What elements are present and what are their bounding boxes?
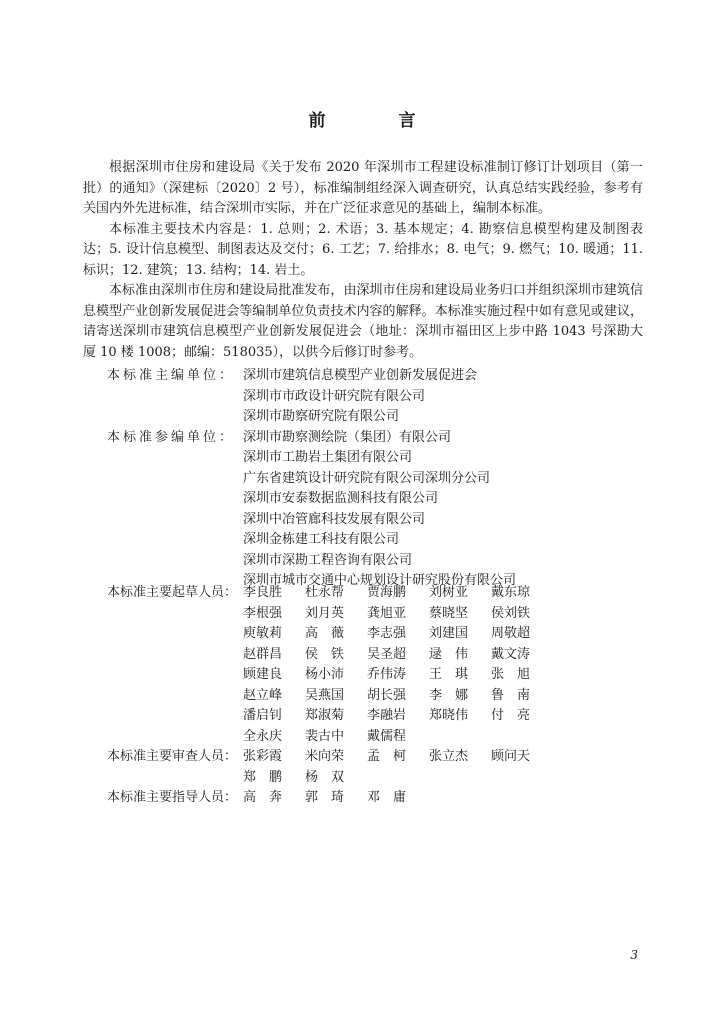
participating-units-label: 本标准参编单位： bbox=[107, 429, 236, 445]
person-name: 贾海鹏 bbox=[367, 585, 407, 600]
paragraph-2: 本标准主要技术内容是：1. 总则；2. 术语；3. 基本规定；4. 勘察信息模型构建及制图表达；5. 设计信息模型、制图表达及交付；6. 工艺；7. 给排水；8. 电气；9. 燃气；10. 暖通；11. 标识；12. 建筑；13. 结构；14. 岩土。 bbox=[83, 221, 643, 278]
participating-unit-row bbox=[107, 428, 667, 449]
person-name: 李 娜 bbox=[429, 687, 469, 703]
person-name: 戴文涛 bbox=[491, 646, 531, 662]
person-name: 米向荣 bbox=[305, 749, 345, 764]
guidance-label: 本标准主要指导人员： bbox=[107, 790, 238, 805]
person-name: 郑晓伟 bbox=[429, 708, 469, 723]
person-name: 孟 柯 bbox=[367, 749, 407, 764]
person-name: 裴古中 bbox=[305, 728, 345, 744]
person-name: 李融岩 bbox=[367, 708, 407, 723]
paragraph-3: 本标准由深圳市住房和建设局批准发布，由深圳市住房和建设局业务归口并组织深圳市建筑信息模型产业创新发展促进会等编制单位负责技术内容的解释。本标准实施过程中如有意见或建议，请寄送深圳市建筑信息模型产业创新发展促进会（地址：深圳市福田区上步中路 1043 号深勘大厦 10 楼 1008；邮编：518035），以供今后修订时参考。 bbox=[83, 283, 643, 360]
person-name: 刘月英 bbox=[305, 605, 345, 621]
person-name: 杜永帮 bbox=[305, 585, 345, 600]
person-name: 顾问天 bbox=[491, 749, 531, 764]
drafters-row bbox=[107, 624, 553, 645]
participating-unit: 深圳市深勘工程咨询有限公司 bbox=[243, 552, 413, 568]
drafters-label: 本标准主要起草人员： bbox=[107, 585, 238, 600]
person-name: 龚旭亚 bbox=[367, 605, 407, 621]
person-name: 张 旭 bbox=[491, 667, 531, 682]
person-name: 全永庆 bbox=[243, 728, 283, 744]
person-name: 蔡晓坚 bbox=[429, 605, 469, 621]
person-name: 鲁 南 bbox=[491, 687, 531, 703]
person-name: 张立杰 bbox=[429, 749, 469, 764]
drafters-row bbox=[107, 727, 553, 748]
drafters-row bbox=[107, 665, 553, 686]
drafters-row bbox=[107, 645, 553, 666]
person-name: 侯 铁 bbox=[305, 646, 345, 662]
participating-unit: 深圳金栋建工科技有限公司 bbox=[243, 532, 400, 547]
chief-unit: 深圳市建筑信息模型产业创新发展促进会 bbox=[243, 368, 478, 383]
person-name: 庾敏莉 bbox=[243, 626, 283, 641]
person-name: 乔伟涛 bbox=[367, 667, 407, 682]
chief-unit-row bbox=[107, 407, 667, 428]
page-number: 3 bbox=[630, 948, 638, 962]
person-name: 戴东琼 bbox=[491, 585, 531, 600]
people-list bbox=[107, 583, 553, 809]
participating-unit-row bbox=[107, 510, 667, 531]
person-name: 赵立峰 bbox=[243, 687, 283, 703]
participating-unit-row bbox=[107, 448, 667, 469]
person-name: 戴儒程 bbox=[367, 728, 407, 744]
person-name: 郭 琦 bbox=[305, 790, 345, 805]
chief-units-label: 本标准主编单位： bbox=[107, 368, 236, 383]
reviewers-label: 本标准主要审查人员： bbox=[107, 749, 238, 764]
person-name: 李志强 bbox=[367, 626, 407, 641]
person-name: 高 奔 bbox=[243, 790, 283, 805]
participating-unit-row bbox=[107, 469, 667, 490]
person-name: 吴燕国 bbox=[305, 687, 345, 703]
organization-list bbox=[107, 366, 667, 592]
chief-unit: 深圳市勘察研究院有限公司 bbox=[243, 409, 400, 424]
person-name: 逯 伟 bbox=[429, 646, 469, 662]
reviewers-row bbox=[107, 768, 553, 789]
drafters-row bbox=[107, 686, 553, 707]
person-name: 周敬超 bbox=[491, 626, 531, 641]
participating-unit: 深圳市勘察测绘院（集团）有限公司 bbox=[243, 429, 452, 445]
person-name: 李良胜 bbox=[243, 585, 283, 600]
participating-unit-row bbox=[107, 551, 667, 572]
person-name: 李根强 bbox=[243, 605, 283, 621]
person-name: 吴圣超 bbox=[367, 646, 407, 662]
person-name: 杨 双 bbox=[305, 769, 345, 785]
participating-unit: 深圳市工勘岩土集团有限公司 bbox=[243, 450, 413, 465]
person-name: 刘树亚 bbox=[429, 585, 469, 600]
drafters-row bbox=[107, 604, 553, 625]
person-name: 侯刘铁 bbox=[491, 605, 531, 621]
drafters-row bbox=[107, 706, 553, 727]
participating-unit-row bbox=[107, 530, 667, 551]
person-name: 胡长强 bbox=[367, 687, 407, 703]
person-name: 张彩霞 bbox=[243, 749, 283, 764]
chief-unit-row bbox=[107, 387, 667, 408]
person-name: 高 薇 bbox=[305, 626, 345, 641]
person-name: 郑淑菊 bbox=[305, 708, 345, 723]
person-name: 王 琪 bbox=[429, 667, 469, 682]
participating-unit: 深圳市安泰数据监测科技有限公司 bbox=[243, 491, 439, 506]
person-name: 刘建国 bbox=[429, 626, 469, 641]
chief-unit: 深圳市市政设计研究院有限公司 bbox=[243, 388, 426, 404]
participating-unit: 广东省建筑设计研究院有限公司深圳分公司 bbox=[243, 470, 491, 486]
person-name: 杨小沛 bbox=[305, 667, 345, 682]
drafters-row bbox=[107, 583, 553, 604]
participating-unit: 深圳中冶管廊科技发展有限公司 bbox=[243, 511, 426, 527]
participating-unit-row bbox=[107, 489, 667, 510]
participating-unit: 深圳市城市交通中心规划设计研究股份有限公司 bbox=[243, 573, 517, 588]
guidance-row bbox=[107, 788, 553, 809]
person-name: 顾建良 bbox=[243, 667, 283, 682]
person-name: 郑 鹏 bbox=[243, 769, 283, 785]
chief-unit-row bbox=[107, 366, 667, 387]
person-name: 潘启钊 bbox=[243, 708, 283, 723]
person-name: 付 亮 bbox=[491, 708, 531, 723]
preface-body bbox=[83, 158, 643, 363]
paragraph-1: 根据深圳市住房和建设局《关于发布 2020 年深圳市工程建设标准制订修订计划项目（第一批）的通知》（深建标〔2020〕2 号），标准编制组经深入调查研究，认真总结实践经验，参考有关国内外先进标准，结合深圳市实际，并在广泛征求意见的基础上，编制本标准。 bbox=[83, 160, 643, 216]
person-name: 邓 庸 bbox=[367, 790, 407, 805]
person-name: 赵群昌 bbox=[243, 646, 283, 662]
reviewers-row bbox=[107, 747, 553, 768]
page-title: 前 言 bbox=[308, 111, 444, 131]
